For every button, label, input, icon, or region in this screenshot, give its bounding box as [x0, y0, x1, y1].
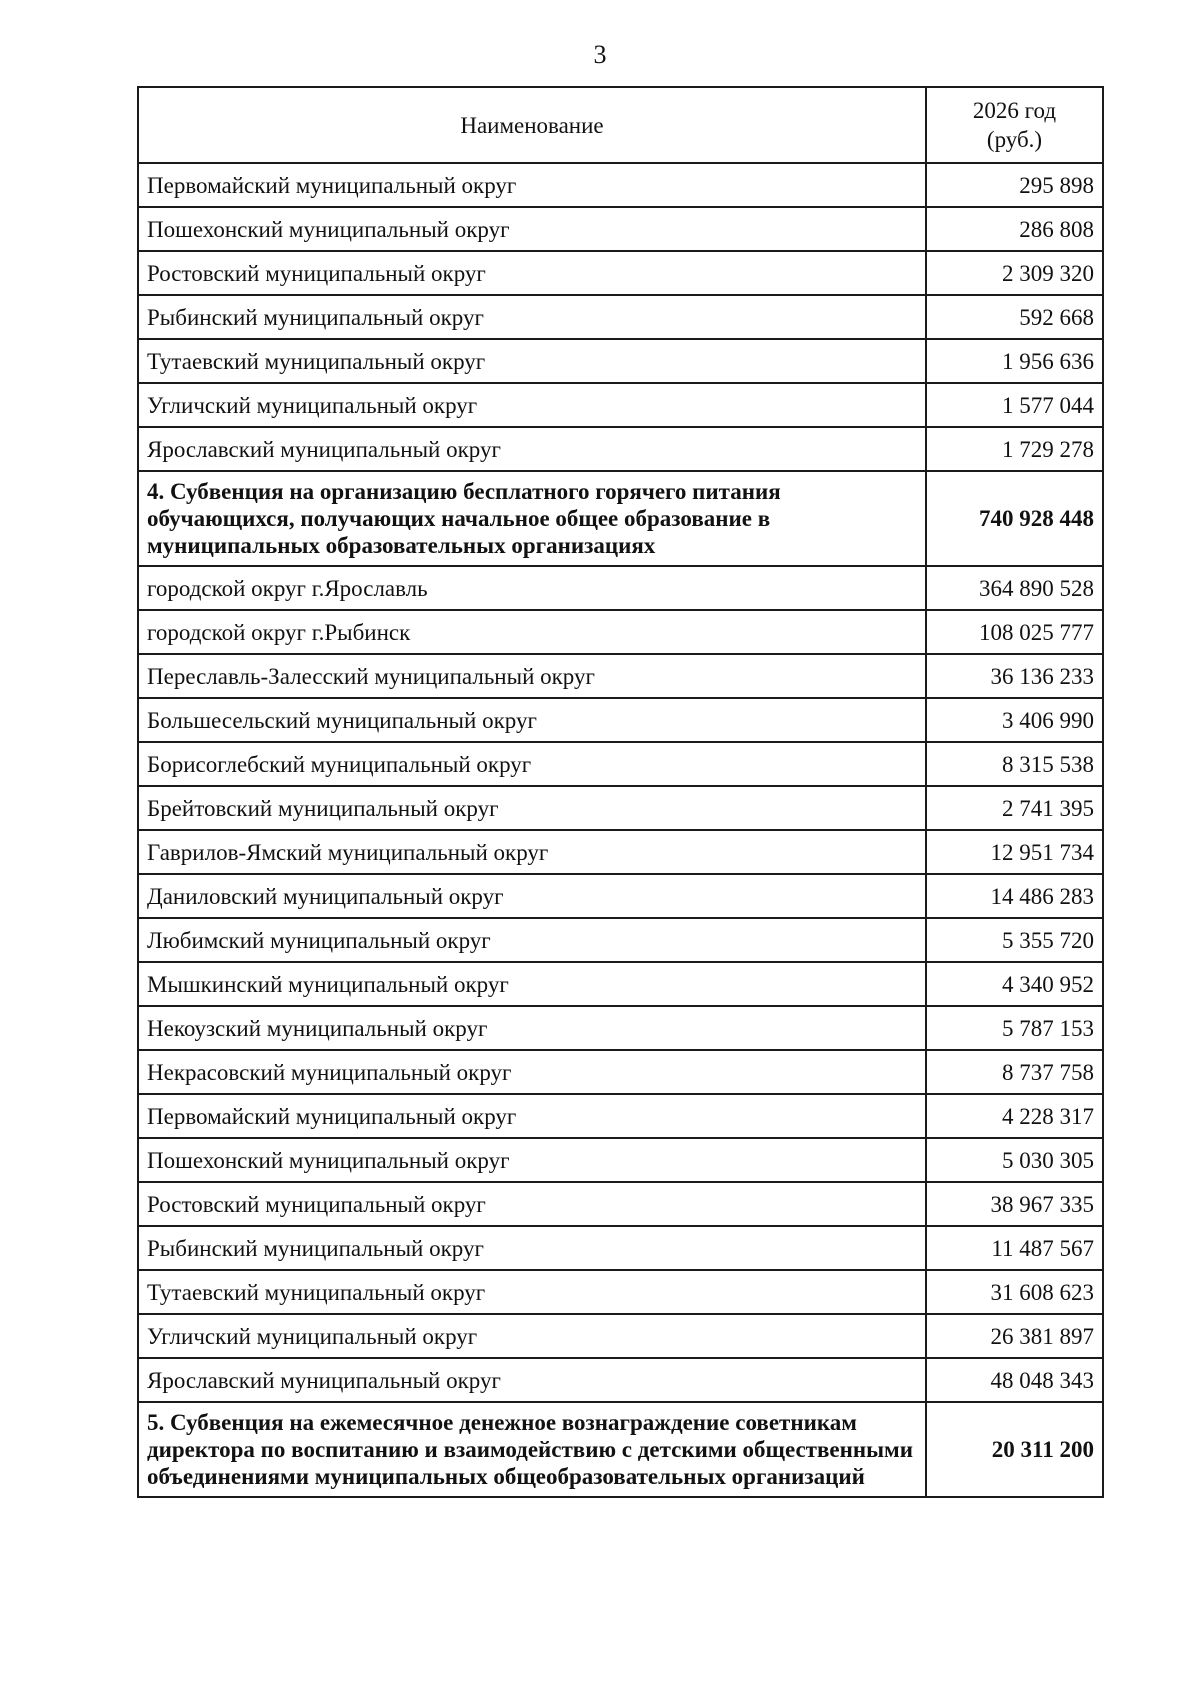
table-row	[138, 830, 1103, 874]
row-name: Даниловский муниципальный округ	[138, 874, 926, 918]
row-name: Тутаевский муниципальный округ	[138, 1270, 926, 1314]
row-name: Рыбинский муниципальный округ	[138, 295, 926, 339]
row-amount: 1 577 044	[926, 383, 1103, 427]
row-name: Тутаевский муниципальный округ	[138, 339, 926, 383]
row-amount: 1 729 278	[926, 427, 1103, 471]
row-name: Ростовский муниципальный округ	[138, 251, 926, 295]
column-header-amount	[926, 87, 1103, 163]
section-row	[138, 1402, 1103, 1497]
table-row	[138, 383, 1103, 427]
row-name: городской округ г.Рыбинск	[138, 610, 926, 654]
table-row	[138, 654, 1103, 698]
row-name: Гаврилов-Ямский муниципальный округ	[138, 830, 926, 874]
row-name: Большесельский муниципальный округ	[138, 698, 926, 742]
row-amount: 3 406 990	[926, 698, 1103, 742]
row-amount: 286 808	[926, 207, 1103, 251]
row-amount: 592 668	[926, 295, 1103, 339]
row-name: Первомайский муниципальный округ	[138, 1094, 926, 1138]
section-amount: 740 928 448	[926, 471, 1103, 566]
table-row	[138, 1006, 1103, 1050]
row-amount: 4 340 952	[926, 962, 1103, 1006]
table-body	[138, 163, 1103, 1497]
table-row	[138, 786, 1103, 830]
row-amount: 364 890 528	[926, 566, 1103, 610]
row-amount: 31 608 623	[926, 1270, 1103, 1314]
row-amount: 2 741 395	[926, 786, 1103, 830]
row-name: Брейтовский муниципальный округ	[138, 786, 926, 830]
table-row	[138, 1270, 1103, 1314]
table-row	[138, 1358, 1103, 1402]
row-name: Некоузский муниципальный округ	[138, 1006, 926, 1050]
row-name: Пошехонский муниципальный округ	[138, 1138, 926, 1182]
row-amount: 12 951 734	[926, 830, 1103, 874]
row-name: Ростовский муниципальный округ	[138, 1182, 926, 1226]
table-row	[138, 163, 1103, 207]
table-row	[138, 1138, 1103, 1182]
row-amount: 108 025 777	[926, 610, 1103, 654]
row-name: Угличский муниципальный округ	[138, 1314, 926, 1358]
row-amount: 2 309 320	[926, 251, 1103, 295]
row-name: Пошехонский муниципальный округ	[138, 207, 926, 251]
row-amount: 5 787 153	[926, 1006, 1103, 1050]
row-name: Рыбинский муниципальный округ	[138, 1226, 926, 1270]
row-amount: 1 956 636	[926, 339, 1103, 383]
table-row	[138, 1182, 1103, 1226]
table-row	[138, 339, 1103, 383]
row-amount: 36 136 233	[926, 654, 1103, 698]
row-name: Ярославский муниципальный округ	[138, 1358, 926, 1402]
row-name: Мышкинский муниципальный округ	[138, 962, 926, 1006]
row-name: Некрасовский муниципальный округ	[138, 1050, 926, 1094]
table-row	[138, 742, 1103, 786]
row-amount: 8 737 758	[926, 1050, 1103, 1094]
column-header-name: Наименование	[138, 87, 926, 163]
table-row	[138, 962, 1103, 1006]
table-row	[138, 1314, 1103, 1358]
row-name: Переславль-Залесский муниципальный округ	[138, 654, 926, 698]
row-name: Любимский муниципальный округ	[138, 918, 926, 962]
table-row	[138, 251, 1103, 295]
row-amount: 5 355 720	[926, 918, 1103, 962]
table-row	[138, 698, 1103, 742]
row-amount: 48 048 343	[926, 1358, 1103, 1402]
section-row	[138, 471, 1103, 566]
row-amount: 295 898	[926, 163, 1103, 207]
row-name: Первомайский муниципальный округ	[138, 163, 926, 207]
page-number: 3	[593, 40, 607, 69]
section-title: 4. Субвенция на организацию бесплатного горячего питания обучающихся, получающих начальное общее образование в муниципальных образовательных организациях	[138, 471, 926, 566]
table-row	[138, 295, 1103, 339]
column-header-unit: (руб.)	[986, 127, 1043, 152]
table-row	[138, 874, 1103, 918]
table-row	[138, 1226, 1103, 1270]
row-name: Борисоглебский муниципальный округ	[138, 742, 926, 786]
row-name: Ярославский муниципальный округ	[138, 427, 926, 471]
row-amount: 4 228 317	[926, 1094, 1103, 1138]
row-amount: 26 381 897	[926, 1314, 1103, 1358]
table-row	[138, 918, 1103, 962]
column-header-year: 2026 год	[972, 98, 1057, 123]
section-title: 5. Субвенция на ежемесячное денежное вознаграждение советникам директора по воспитанию и взаимодействию с детскими общественными объединениями муниципальных общеобразовательных организаций	[138, 1402, 926, 1497]
table-row	[138, 610, 1103, 654]
section-amount: 20 311 200	[926, 1402, 1103, 1497]
row-amount: 11 487 567	[926, 1226, 1103, 1270]
table-row	[138, 207, 1103, 251]
row-name: Угличский муниципальный округ	[138, 383, 926, 427]
table-row	[138, 1050, 1103, 1094]
row-amount: 38 967 335	[926, 1182, 1103, 1226]
table-row	[138, 566, 1103, 610]
row-amount: 14 486 283	[926, 874, 1103, 918]
row-name: городской округ г.Ярославль	[138, 566, 926, 610]
row-amount: 5 030 305	[926, 1138, 1103, 1182]
table-row	[138, 427, 1103, 471]
row-amount: 8 315 538	[926, 742, 1103, 786]
table-header-row	[138, 87, 1103, 163]
table-row	[138, 1094, 1103, 1138]
budget-table	[137, 86, 1104, 1498]
